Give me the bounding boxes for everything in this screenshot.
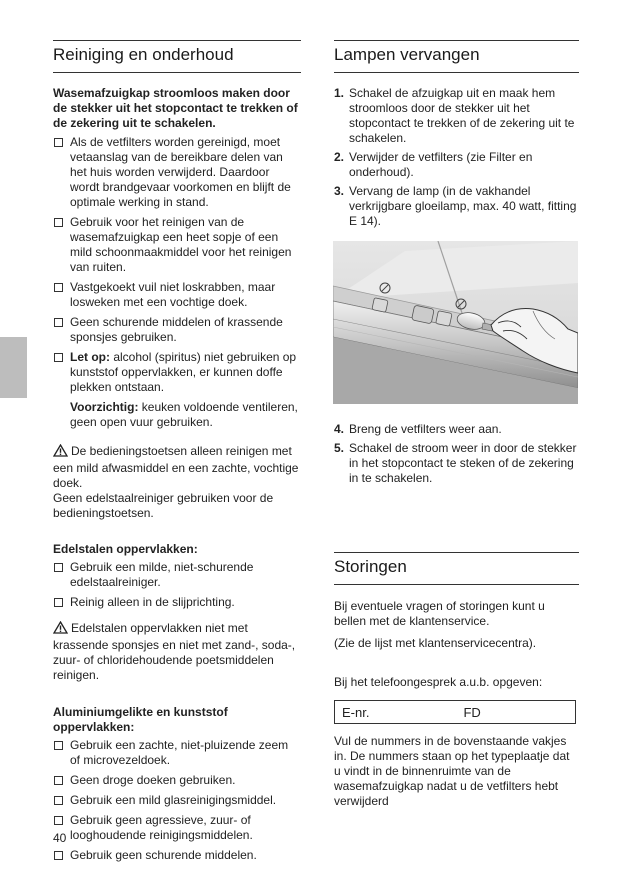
checkbox[interactable] [54, 741, 63, 750]
step-text: Breng de vetfilters weer aan. [349, 422, 502, 436]
step-number: 4. [334, 422, 345, 436]
checklist-item-text: Gebruik een milde, niet-schurende edelstaalreiniger. [70, 560, 254, 589]
step-number: 1. [334, 86, 345, 100]
checklist-item-text: Gebruik geen schurende middelen. [70, 848, 257, 862]
enr-input[interactable] [369, 701, 463, 723]
step-text: Schakel de afzuigkap uit en maak hem stroomloos door de stekker uit het stopcontact te trekken of de zekering uit te schakelen. [349, 86, 575, 145]
checkbox[interactable] [54, 598, 63, 607]
warning-controls-text: De bedieningstoetsen alleen reinigen met een mild afwasmiddel en een zachte, vochtige doek. [53, 444, 299, 490]
step-item [334, 441, 579, 486]
step-number: 5. [334, 441, 345, 455]
alu-heading: Aluminiumgelikte en kunststof oppervlakken: [53, 705, 228, 734]
alu-checklist [53, 738, 301, 863]
faults-paragraph-4: Vul de nummers in de bovenstaande vakjes in. De nummers staan op het typeplaatje dat u vindt in de binnenruimte van de wasemafzuigkap nadat u de vetfilters hebt verwijderd [334, 734, 570, 808]
checkbox[interactable] [54, 563, 63, 572]
faults-paragraph-3: Bij het telefoongesprek a.u.b. opgeven: [334, 675, 543, 689]
checkbox[interactable] [54, 318, 63, 327]
fd-label: FD [463, 704, 481, 720]
fd-input[interactable] [481, 701, 565, 723]
caution-text: keuken voldoende ventileren, geen open vuur gebruiken. [70, 400, 298, 429]
checklist-item [53, 135, 301, 210]
step-item [334, 422, 579, 437]
section-title-faults: Storingen [334, 552, 579, 585]
checkbox[interactable] [54, 218, 63, 227]
step-number: 2. [334, 150, 345, 164]
lamp-steps-top [334, 86, 579, 229]
checkbox[interactable] [54, 816, 63, 825]
checklist-item [53, 848, 301, 863]
step-item [334, 184, 579, 229]
steel-checklist [53, 560, 301, 610]
checklist-item [53, 350, 301, 395]
checkbox[interactable] [54, 796, 63, 805]
faults-paragraph-1: Bij eventuele vragen of storingen kunt u bellen met de klantenservice. [334, 599, 545, 628]
lamp-steps-bottom [334, 422, 579, 486]
warning-controls-text2: Geen edelstaalreiniger gebruiken voor de bedieningstoetsen. [53, 491, 274, 520]
intro-bold-text: Wasemafzuigkap stroomloos maken door de stekker uit het stopcontact te trekken of de zekering uit te schakelen. [53, 86, 298, 130]
enr-label: E-nr. [342, 704, 370, 720]
section-title-lamps: Lampen vervangen [334, 40, 579, 73]
checklist-item-text: Gebruik geen agressieve, zuur- of looghoudende reinigingsmiddelen. [70, 813, 253, 842]
checklist-item [53, 738, 301, 768]
lamp-replacement-illustration [333, 241, 578, 404]
checkbox[interactable] [54, 776, 63, 785]
left-column [53, 40, 301, 868]
checklist-item [53, 560, 301, 590]
page-number: 40 [53, 831, 67, 845]
cleaning-checklist [53, 135, 301, 395]
warning-controls [53, 444, 301, 521]
checklist-item [53, 315, 301, 345]
section-title-cleaning: Reiniging en onderhoud [53, 40, 301, 73]
checklist-item-text: Reinig alleen in de slijprichting. [70, 595, 235, 609]
checkbox[interactable] [54, 138, 63, 147]
step-item [334, 86, 579, 146]
warning-triangle-icon [53, 621, 68, 638]
warning-steel [53, 621, 301, 683]
checklist-item [53, 215, 301, 275]
checklist-item [53, 813, 301, 843]
checklist-item [53, 280, 301, 310]
checklist-item [53, 595, 301, 610]
step-text: Vervang de lamp (in de vakhandel verkrijgbare gloeilamp, max. 40 watt, fitting E 14). [349, 184, 577, 228]
checklist-item-rest: alcohol (spiritus) niet gebruiken op kunststof oppervlakken, er kunnen doffe plekken ontstaan. [70, 350, 297, 394]
step-item [334, 150, 579, 180]
section-tab-marker [0, 337, 27, 398]
warning-triangle-icon [53, 444, 68, 461]
right-column [334, 40, 579, 813]
caution-label: Voorzichtig: [70, 400, 139, 414]
steel-heading: Edelstalen oppervlakken: [53, 542, 198, 556]
caution-note [70, 400, 301, 430]
step-text: Schakel de stroom weer in door de stekker in het stopcontact te steken of de zekering in te schakelen. [349, 441, 577, 485]
checklist-item-text [70, 350, 301, 395]
checklist-item [53, 793, 301, 808]
checklist-item-text: Geen droge doeken gebruiken. [70, 773, 236, 787]
checklist-item-text: Gebruik een mild glasreinigingsmiddel. [70, 793, 277, 807]
step-text: Verwijder de vetfilters (zie Filter en onderhoud). [349, 150, 533, 179]
step-number: 3. [334, 184, 345, 198]
checklist-item-text: Vastgekoekt vuil niet loskrabben, maar losweken met een vochtige doek. [70, 280, 276, 309]
checklist-item-text: Geen schurende middelen of krassende sponsjes gebruiken. [70, 315, 283, 344]
warning-steel-text: Edelstalen oppervlakken niet met krassende sponsjes en niet met zand-, soda-, zuur- of chloridehoudende poetsmiddelen reinigen. [53, 621, 296, 682]
checkbox[interactable] [54, 851, 63, 860]
enr-fd-box [334, 700, 576, 724]
checkbox[interactable] [54, 353, 63, 362]
checklist-item [53, 773, 301, 788]
checklist-item-text: Als de vetfilters worden gereinigd, moet vetaanslag van de bereikbare delen van het huis worden verwijderd. Daardoor wordt brandgevaar voorkomen en blijft de optimale werking in stand. [70, 135, 291, 209]
checklist-item-text: Gebruik voor het reinigen van de wasemafzuigkap een heet sopje of een mild schoonmaakmiddel voor het reinigen van ruiten. [70, 215, 292, 274]
checkbox[interactable] [54, 283, 63, 292]
checklist-item-bold: Let op: [70, 350, 110, 364]
faults-paragraph-2: (Zie de lijst met klantenservicecentra). [334, 636, 537, 650]
checklist-item-text: Gebruik een zachte, niet-pluizende zeem of microvezeldoek. [70, 738, 289, 767]
